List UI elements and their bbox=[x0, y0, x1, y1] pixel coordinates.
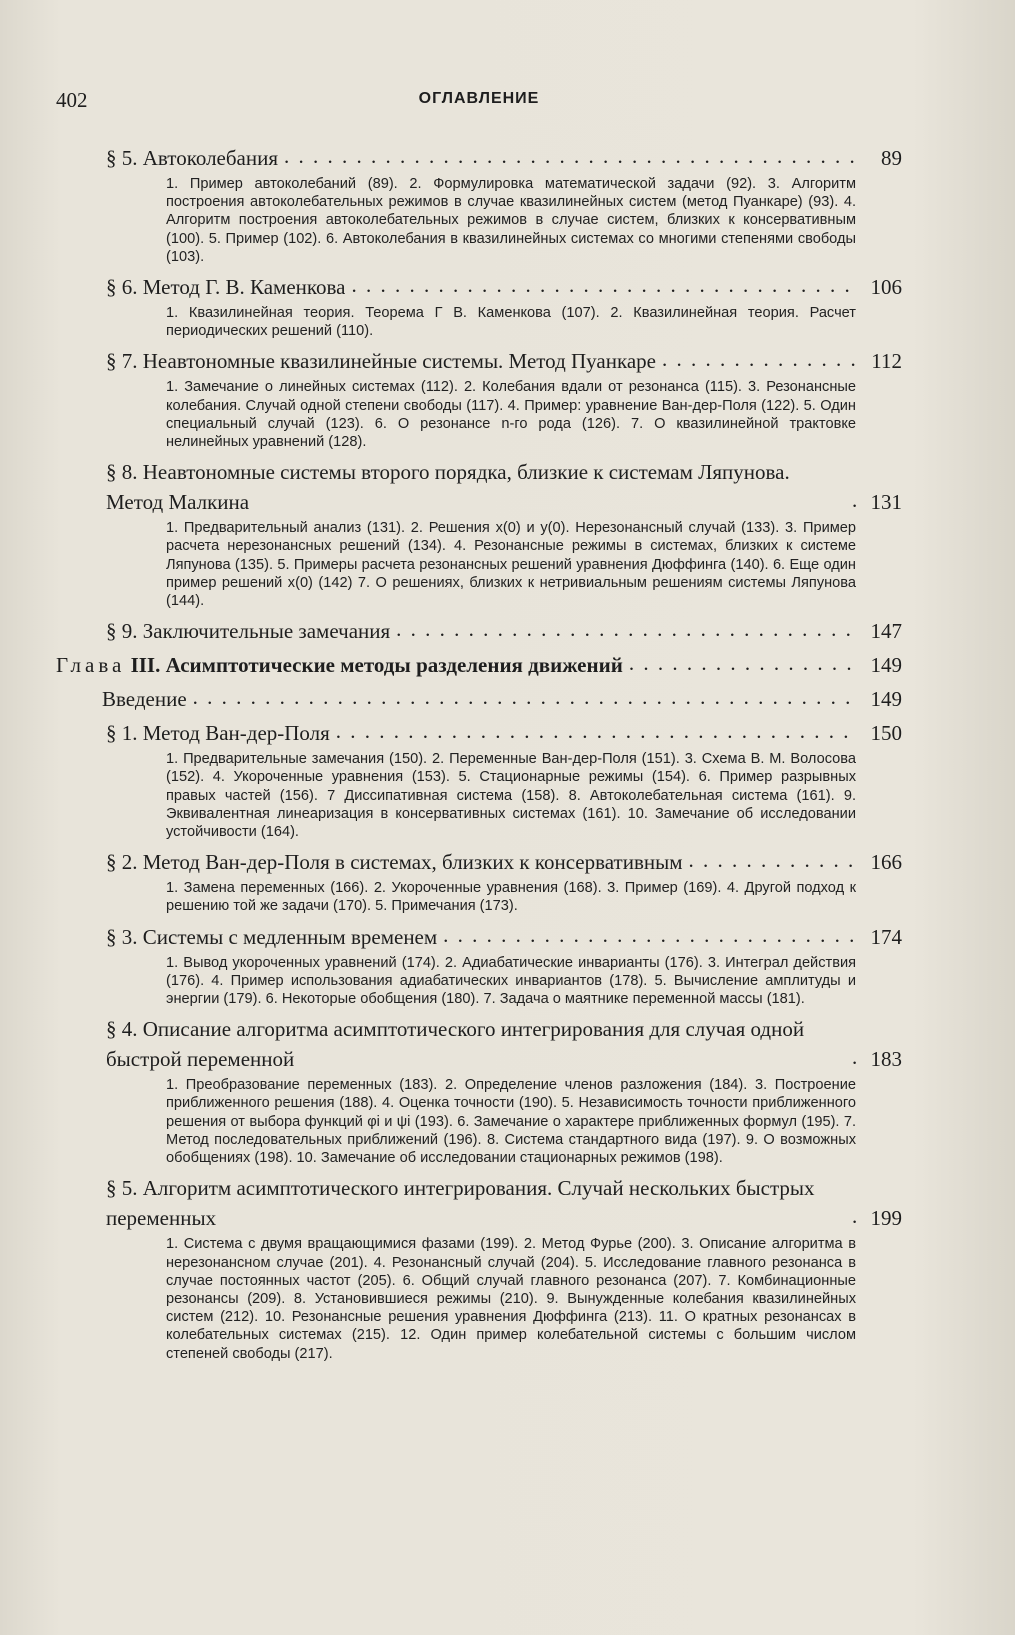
toc-entry-subtopics: 1. Замена переменных (166). 2. Укороченные уравнения (168). 3. Пример (169). 4. Другой подход к решению той же задачи (170). 5. Примечания (173). bbox=[166, 880, 856, 915]
toc-entry-subtopics: 1. Преобразование переменных (183). 2. Определение членов разложения (184). 3. Построение приближенного решения (188). 4. Оценка точности (190). 5. Независимость точности приближенного решения от выбора функций φi и ψi (193). 6. Замечание о характере приближенных формул (195). 7. Метод последовательных приближений (196). 8. Система стандартного вида (197). 9. О возможных обобщениях (198). 10. Замечание об исследовании стационарных режимов (198). bbox=[166, 1077, 856, 1167]
dot-leader bbox=[846, 1044, 856, 1074]
toc-entry-page: 166 bbox=[870, 850, 902, 875]
page-number: 402 bbox=[56, 88, 88, 112]
dot-leader bbox=[187, 684, 856, 714]
toc-entry-page: 106 bbox=[870, 275, 902, 300]
toc-entry-page: 131 bbox=[870, 490, 902, 515]
toc-entry-introduction bbox=[56, 684, 902, 714]
toc-entry-ch2-sec6 bbox=[56, 272, 902, 340]
dot-leader bbox=[623, 650, 856, 680]
running-title: ОГЛАВЛЕНИЕ bbox=[418, 90, 540, 107]
toc-entry-title: Введение bbox=[102, 687, 187, 712]
toc-entry-ch3-sec5 bbox=[56, 1173, 902, 1362]
toc-entry-subtopics: 1. Система с двумя вращающимися фазами (199). 2. Метод Фурье (200). 3. Описание алгоритма в нерезонансном случае (201). 4. Резонансный случай (204). 5. Исследование главного резонанса в случае постоянных частот (205). 6. Общий случай главного резонанса (207). 7. Комбинационные резонансы (209). 8. Установившиеся режимы (210). 9. Вынужденные колебания квазилинейных систем (212). 10. Резонансные решения уравнения Дюффинга (213). 11. О кратных резонансах в колебательных системах (215). 12. Один пример колебательной системы с большим числом степеней свободы (217). bbox=[166, 1236, 856, 1362]
toc-entry-page: 147 bbox=[870, 619, 902, 644]
toc-entry-ch3-sec4 bbox=[56, 1014, 902, 1167]
chapter-title-text: III. Асимптотические методы разделения движений bbox=[130, 653, 623, 678]
toc-entry-page: 112 bbox=[871, 349, 902, 374]
toc-entry-title: § 9. Заключительные замечания bbox=[106, 619, 391, 644]
toc-entry-ch2-sec7 bbox=[56, 346, 902, 451]
toc-entry-subtopics: 1. Вывод укороченных уравнений (174). 2. Адиабатические инварианты (176). 3. Интеграл действия (176). 4. Пример использования адиабатических инвариантов (178). 5. Вычисление амплитуды и энергии (179). 6. Некоторые обобщения (180). 7. Задача о маятнике переменной массы (181). bbox=[166, 954, 856, 1008]
toc-chapter-title bbox=[56, 650, 623, 680]
toc-entry-page: 174 bbox=[870, 924, 902, 949]
dot-leader bbox=[656, 346, 856, 376]
toc-entry-title: § 8. Неавтономные системы второго порядка, близкие к системам Ляпунова. Метод Малкина bbox=[106, 460, 790, 515]
toc-entry-page: 89 bbox=[881, 146, 902, 170]
toc-entry-ch3-sec3 bbox=[56, 922, 902, 1009]
toc-entry-subtopics: 1. Замечание о линейных системах (112). 2. Колебания вдали от резонанса (115). 3. Резонансные колебания. Случай одной степени свободы (117). 4. Пример: уравнение Ван-дер-Поля (122). 5. Один специальный случай (123). 6. О резонансе n-го рода (126). 7. О квазилинейной трактовке нелинейных уравнений (128). bbox=[166, 379, 856, 451]
toc-entry-title: § 5. Алгоритм асимптотического интегрирования. Случай нескольких быстрых переменных bbox=[106, 1176, 815, 1231]
toc-entry-ch2-sec9 bbox=[56, 616, 902, 646]
toc-entry-subtopics: 1. Квазилинейная теория. Теорема Г В. Каменкова (107). 2. Квазилинейная теория. Расчет периодических решений (110). bbox=[166, 305, 856, 340]
toc-entry-subtopics: 1. Предварительный анализ (131). 2. Решения x(0) и y(0). Нерезонансный случай (133). 3. Пример расчета нерезонансных решений (134). 4. Резонансные режимы в системах, близких к системе Ляпунова (135). 5. Примеры расчета резонансных решений уравнения Дюффинга (140). 6. Еще один пример решений x(0) (142) 7. О решениях, близких к нетривиальным решениям системы Ляпунова (144). bbox=[166, 520, 856, 610]
dot-leader bbox=[390, 616, 856, 646]
toc-entry-subtopics: 1. Пример автоколебаний (89). 2. Формулировка математической задачи (92). 3. Алгоритм построения автоколебательных режимов в случае квазилинейных систем (метод Пуанкаре) (93). 4. Алгоритм построения автоколебательных режимов в случае систем, близких к консервативным (100). 5. Пример (102). 6. Автоколебания в квазилинейных системах со многими степенями свободы (103). bbox=[166, 176, 856, 265]
toc-entry-page: 149 bbox=[870, 653, 902, 678]
toc-entry-title: § 7. Неавтономные квазилинейные системы. Метод Пуанкаре bbox=[106, 349, 656, 374]
table-of-contents bbox=[56, 143, 902, 1369]
toc-entry-title: § 5. Автоколебания bbox=[106, 146, 279, 170]
dot-leader bbox=[345, 272, 856, 302]
toc-entry-ch2-sec5 bbox=[56, 143, 902, 266]
toc-entry-title: § 2. Метод Ван-дер-Поля в системах, близких к консервативным bbox=[106, 850, 683, 875]
toc-entry-title: § 1. Метод Ван-дер-Поля bbox=[106, 721, 330, 746]
page-header bbox=[56, 88, 902, 118]
toc-entry-ch3-sec1 bbox=[56, 718, 902, 841]
toc-entry-chapter-3 bbox=[56, 650, 902, 680]
toc-entry-page: 150 bbox=[870, 721, 902, 746]
toc-entry-title: § 3. Системы с медленным временем bbox=[106, 924, 438, 949]
toc-entry-page: 199 bbox=[870, 1206, 902, 1231]
toc-entry-title: § 4. Описание алгоритма асимптотического интегрирования для случая одной быстрой переменной bbox=[106, 1017, 805, 1072]
dot-leader bbox=[846, 487, 856, 517]
dot-leader bbox=[437, 922, 856, 952]
toc-entry-ch3-sec2 bbox=[56, 847, 902, 915]
toc-entry-title: § 6. Метод Г. В. Каменкова bbox=[106, 275, 346, 300]
toc-entry-subtopics: 1. Предварительные замечания (150). 2. Переменные Ван-дер-Поля (151). 3. Схема В. М. Волосова (152). 4. Укороченные уравнения (153). 5. Стационарные режимы (154). 6. Пример разрывных правых частей (156). 7 Диссипативная система (158). 8. Автоколебательная система (161). 9. Эквивалентная линеаризация в консервативных системах (161). 10. Замечание об исследовании устойчивости (164). bbox=[166, 751, 856, 841]
dot-leader bbox=[846, 1203, 856, 1233]
toc-entry-ch2-sec8 bbox=[56, 457, 902, 610]
dot-leader bbox=[278, 143, 856, 173]
toc-entry-page: 183 bbox=[870, 1047, 902, 1072]
toc-entry-page: 149 bbox=[870, 687, 902, 712]
chapter-lead-word: Глава bbox=[56, 653, 126, 678]
dot-leader bbox=[683, 847, 856, 877]
dot-leader bbox=[330, 718, 856, 748]
